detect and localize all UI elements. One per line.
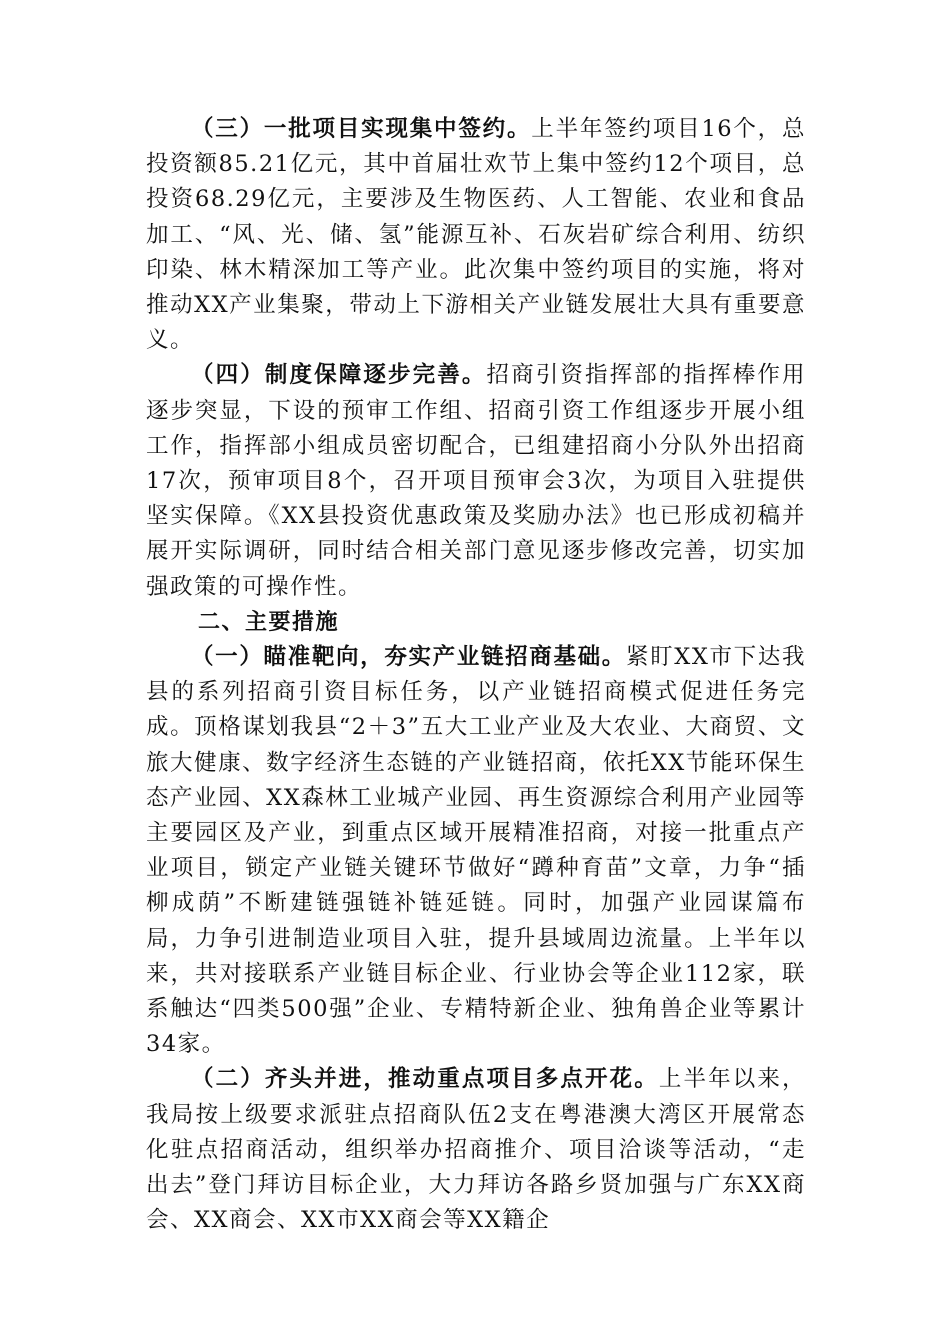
paragraph-body: 紧盯XX市下达我县的系列招商引资目标任务，以产业链招商模式促进任务完成。顶格谋划我县“2＋3”五大工业产业及大农业、大商贸、文旅大健康、数字经济生态链的产业链招商，依托XX节能环保生态产业园、XX森林工业城产业园、再生资源综合利用产业园等主要园区及产业，到重点区域开展精准招商，对接一批重点产业项目，锁定产业链关键环节做好“蹲种育苗”文章，力争“插柳成荫”不断建链强链补链延链。同时，加强产业园谋篇布局，力争引进制造业项目入驻，提升县域周边流量。上半年以来，共对接联系产业链目标企业、行业协会等企业112家，联系触达“四类500强”企业、专精特新企业、独角兽企业等累计34家。 [146,644,806,1058]
paragraph-lead: （一）瞄准靶向，夯实产业链招商基础。 [191,644,626,671]
paragraph-body: 上半年以来，我局按上级要求派驻点招商队伍2支在粤港澳大湾区开展常态化驻点招商活动，组织举办招商推介、项目洽谈等活动，“走出去”登门拜访目标企业，大力拜访各路乡贤加强与广东XX商会、XX商会、XX市XX商会等XX籍企 [146,1066,806,1234]
paragraph-body: 招商引资指挥部的指挥棒作用逐步突显，下设的预审工作组、招商引资工作组逐步开展小组工作，指挥部小组成员密切配合，已组建招商小分队外出招商17次，预审项目8个，召开项目预审会3次，为项目入驻提供坚实保障。《XX县投资优惠政策及奖励办法》也已形成初稿并展开实际调研，同时结合相关部门意见逐步修改完善，切实加强政策的可操作性。 [146,362,806,600]
document-page [146,112,806,1239]
paragraph-lead: （四）制度保障逐步完善。 [191,362,487,389]
paragraph-lead: （三）一批项目实现集中签约。 [191,116,532,142]
paragraph-lead: （二）齐头并进，推动重点项目多点开花。 [191,1066,659,1093]
paragraph-system [146,358,806,604]
section-heading: 二、主要措施 [198,609,340,635]
paragraph-measure-1 [146,640,806,1062]
paragraph-signing [146,112,806,358]
paragraph-body: 上半年签约项目16个，总投资额85.21亿元，其中首届壮欢节上集中签约12个项目，总投资68.29亿元，主要涉及生物医药、人工智能、农业和食品加工、“风、光、储、氢”能源互补、石灰岩矿综合利用、纺织印染、林木精深加工等产业。此次集中签约项目的实施，将对推动XX产业集聚，带动上下游相关产业链发展壮大具有重要意义。 [146,116,806,354]
paragraph-measure-2 [146,1062,806,1238]
